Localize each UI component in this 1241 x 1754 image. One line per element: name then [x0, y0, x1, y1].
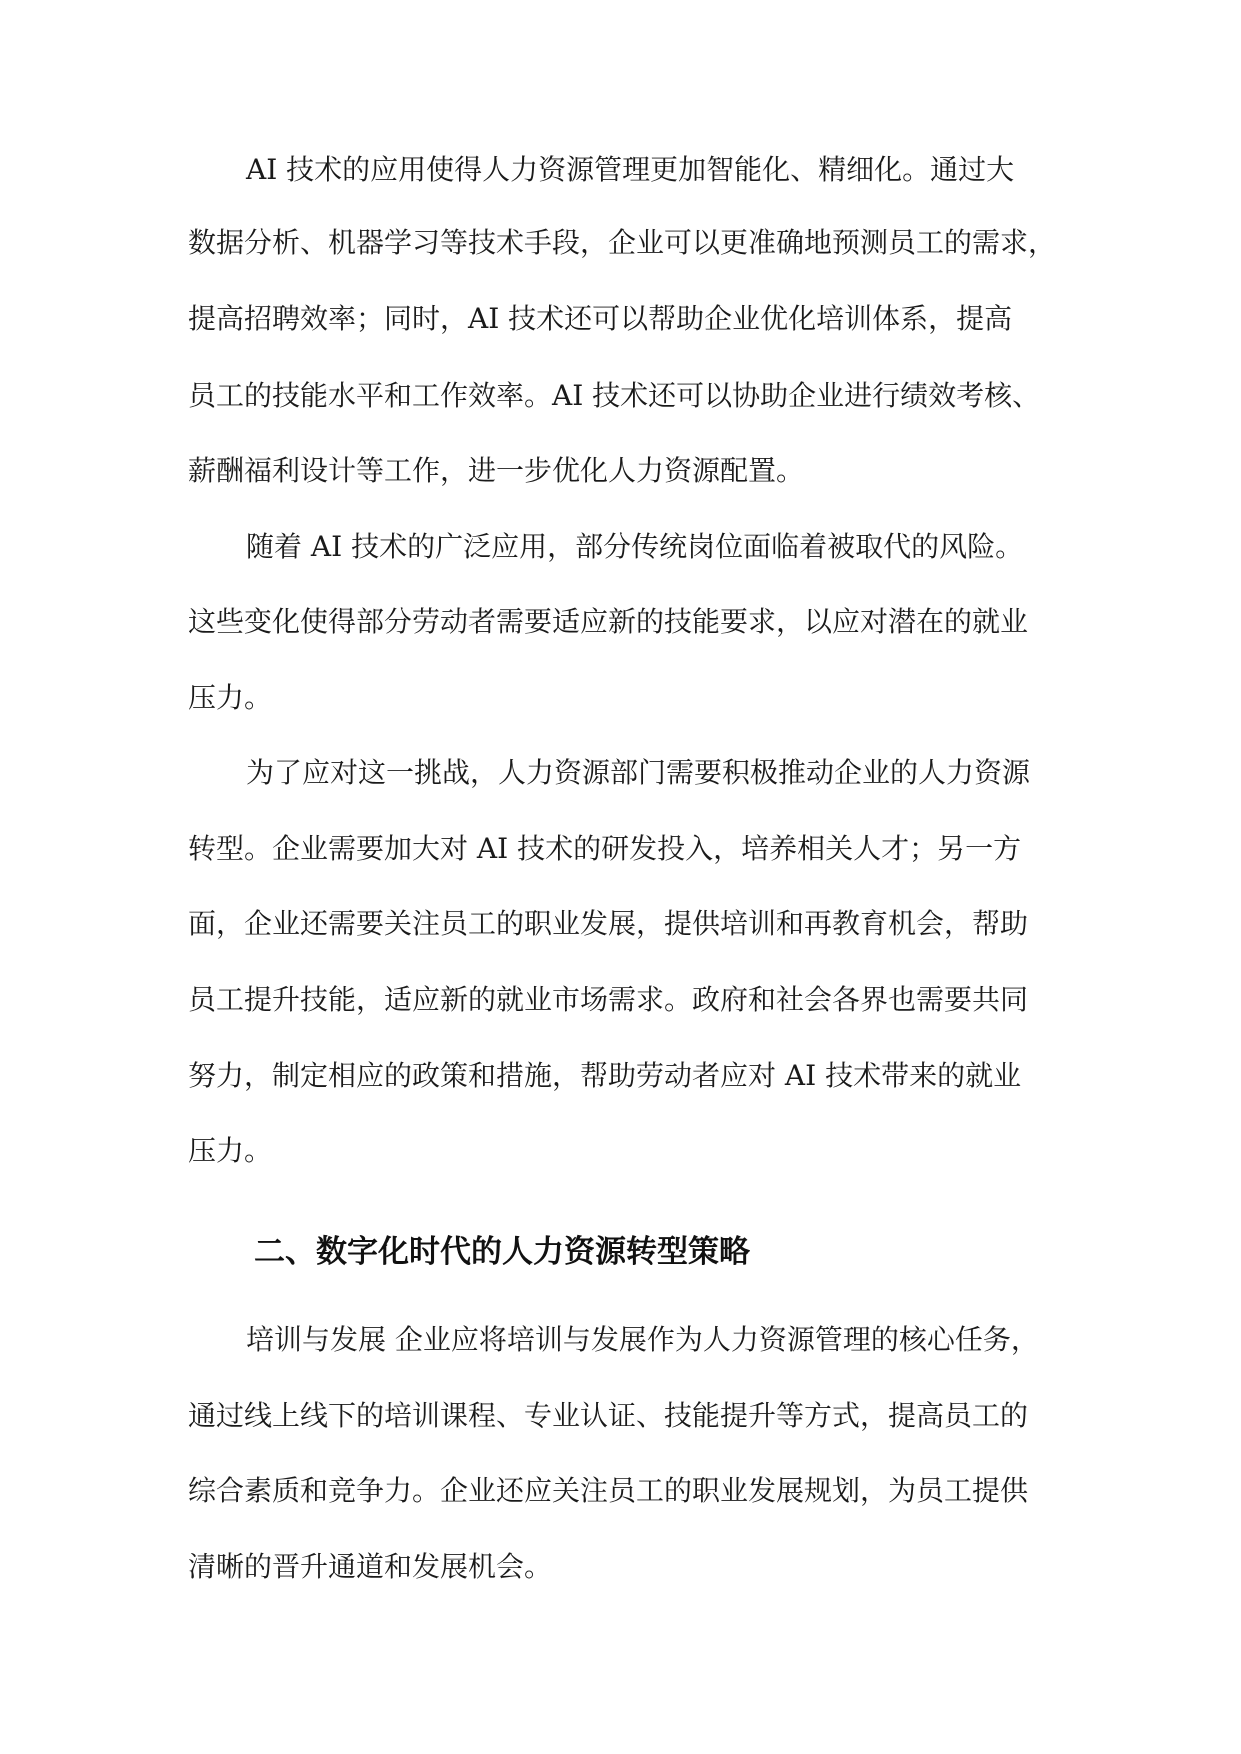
section-paragraph-line-1: [0, 1320, 1241, 1380]
paragraph-3-line-3: [0, 904, 1241, 964]
text-line: AI 技术的应用使得人力资源管理更加智能化、精细化。通过大: [246, 153, 1015, 186]
text-line: 压力。: [188, 1134, 273, 1167]
text-line: 员工提升技能，适应新的就业市场需求。政府和社会各界也需要共同: [188, 983, 1029, 1016]
paragraph-3-line-2: [0, 829, 1241, 889]
text-line: 转型。企业需要加大对 AI 技术的研发投入，培养相关人才；另一方: [188, 832, 1022, 865]
paragraph-2-line-3: [0, 678, 1241, 738]
text-line: 综合素质和竞争力。企业还应关注员工的职业发展规划，为员工提供: [188, 1474, 1029, 1507]
section-paragraph-line-4: [0, 1547, 1241, 1607]
text-line: 随着 AI 技术的广泛应用，部分传统岗位面临着被取代的风险。: [246, 530, 1024, 563]
text-line: 通过线上线下的培训课程、专业认证、技能提升等方式，提高员工的: [188, 1399, 1029, 1432]
text-line: 面，企业还需要关注员工的职业发展，提供培训和再教育机会，帮助: [188, 907, 1029, 940]
paragraph-2-line-2: [0, 602, 1241, 662]
section-paragraph-line-3: [0, 1471, 1241, 1531]
paragraph-1-line-3: [0, 299, 1241, 359]
text-line: 努力，制定相应的政策和措施，帮助劳动者应对 AI 技术带来的就业: [188, 1059, 1022, 1092]
section-paragraph-line-2: [0, 1396, 1241, 1456]
paragraph-1-line-5: [0, 451, 1241, 511]
paragraph-3-line-5: [0, 1056, 1241, 1116]
text-line: 压力。: [188, 681, 273, 714]
text-line: 清晰的晋升通道和发展机会。: [188, 1550, 553, 1583]
text-line: 数据分析、机器学习等技术手段，企业可以更准确地预测员工的需求，: [188, 226, 1057, 259]
paragraph-3-line-4: [0, 980, 1241, 1040]
section-heading: [0, 1232, 1241, 1292]
paragraph-1-line-4: [0, 376, 1241, 436]
text-line: 为了应对这一挑战，人力资源部门需要积极推动企业的人力资源: [246, 756, 1031, 789]
section-heading-text: 二、数字化时代的人力资源转型策略: [254, 1234, 750, 1270]
text-line: 这些变化使得部分劳动者需要适应新的技能要求，以应对潜在的就业: [188, 605, 1029, 638]
paragraph-1-line-1: [0, 150, 1241, 210]
paragraph-3-line-1: [0, 753, 1241, 813]
paragraph-3-line-6: [0, 1131, 1241, 1191]
paragraph-1-line-2: [0, 223, 1241, 283]
text-line: 薪酬福利设计等工作，进一步优化人力资源配置。: [188, 454, 805, 487]
text-line: 提高招聘效率；同时，AI 技术还可以帮助企业优化培训体系，提高: [188, 302, 1013, 335]
text-line: 员工的技能水平和工作效率。AI 技术还可以协助企业进行绩效考核、: [188, 379, 1041, 412]
text-line: 培训与发展 企业应将培训与发展作为人力资源管理的核心任务，: [246, 1323, 1039, 1356]
paragraph-2-line-1: [0, 527, 1241, 587]
